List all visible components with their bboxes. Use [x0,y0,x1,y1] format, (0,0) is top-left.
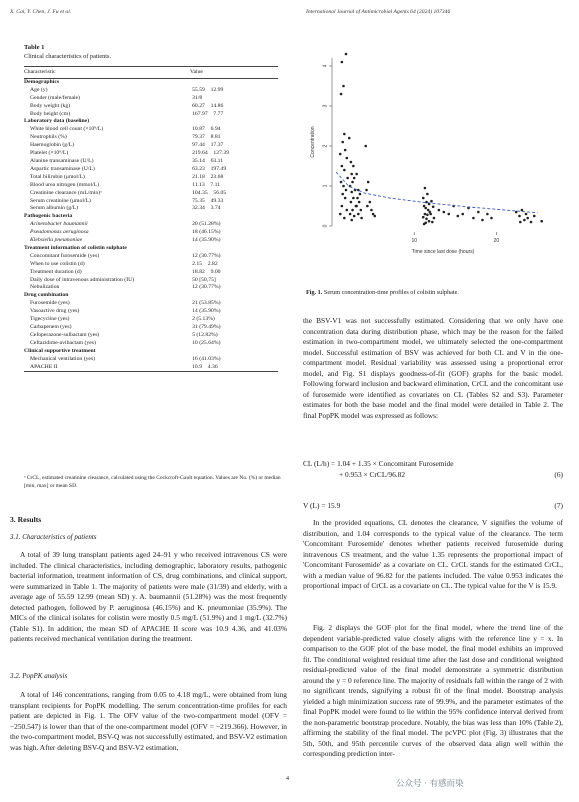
table-row [24,356,278,364]
data-point [352,197,355,200]
data-point [370,209,373,212]
y-ticks [322,64,332,227]
table-row [24,316,278,324]
data-point [526,217,529,220]
data-point [424,187,427,190]
figure-1-scatter-plot [304,42,560,274]
data-point [350,219,353,222]
data-point [342,185,345,188]
data-point [438,209,441,212]
data-point [351,209,354,212]
data-point [344,197,347,200]
data-point [345,53,348,56]
table-cell-value: 20 (51.28%) [192,221,221,228]
table-cell-value: 2.15 2.82 [192,260,218,267]
table-cell-value [190,245,278,253]
table-cell-value: 55.59 12.99 [192,86,224,93]
data-point [348,137,351,140]
data-point [486,213,489,216]
table-row [24,158,278,166]
data-point [366,205,369,208]
clinical-characteristics-table [24,66,278,372]
data-point [447,213,450,216]
data-point [428,220,431,223]
model-selection-paragraph: the BSV-V1 was not successfully estimated. Considering that we only have one concentration data during distribution phase, which may be the reason for the failed estimation in two-compartment model, we ultimately selected the one-compartment model. Successful estimation of BSV was achieved for both CL and V in the one-compartment model. Residual variability was assessed using a proportional error model, and Fig. S1 displays goodness-of-fit (GOF) graphs for the basic model. Following forward inclusion and backward elimination, CrCL and the concomitant use of furosemide were identified as covariates on CL (Tables S2 and S3). Parameter estimates for both the base model and the final model were detailed in Table 2. The final PopPK model was expressed as follows: [303,316,563,420]
table-cell-value: 2 (5.13%) [192,316,215,323]
table-row [24,150,278,158]
data-point [343,169,346,172]
table-section-row [24,292,278,300]
equation-6-number: (6) [554,469,563,479]
data-point [457,215,460,218]
table-cell-label: Acinetobacter baumannii [30,221,88,228]
table-row [24,126,278,134]
table-row [24,174,278,182]
table-cell-label: Furosemide (yes) [30,300,70,307]
table-row [24,277,278,285]
data-point [461,213,464,216]
equation-explanation-paragraph: In the provided equations, CL denotes the clearance, V signifies the volume of distribution, and 1.04 corresponds to the typical value of the clearance. The term 'Concomitant Furosemide' denotes whether patients received furosemide during intravenous CS treatment, and the value 1.35 represents the proportional impact of 'Concomitant Furosemide' as a covariate on CL. CrCL stands for the estimated CrCL, with a median value of 96.82 for the patients included. The value 0.953 indicates the proportional impact of CrCL as a covariate on CL. The typical value for the V is 15.9. [303,518,563,590]
table-cell-label: Pathogenic bacteria [24,213,73,220]
table-section-row [24,348,278,356]
data-point [472,217,475,220]
table-cell-value: 10.87 6.94 [192,126,221,133]
poppk-paragraph: A total of 146 concentrations, ranging from 0.05 to 4.18 mg/L, were obtained from lung transplant recipients for PopPK modelling. The serum concentration-time profiles for each patient are depicted in Fig. 1. The OFV value of the two-compartment model (OFV = −250.547) is lower than that of the one-compartment model (OFV = −219.366). However, in the two-compartment model, BSV-Q was not successfully estimated, and BSV-V2 estimation was high. After deleting BSV-Q and BSV-V2 estimation, [10,690,287,752]
table-cell-value: 21 (53.85%) [192,300,221,307]
figure-caption-text: Serum concentration-time profiles of colistin sulphate. [323,289,459,296]
table-cell-label: Neutrophils (%) [30,134,67,141]
data-point [422,197,425,200]
data-point [477,211,480,214]
subsection-heading-characteristics: 3.1. Characteristics of patients [10,533,97,541]
table-cell-label: Creatinine clearance (mL/min)ᵃ [30,189,102,196]
data-point [346,209,349,212]
table-caption: Clinical characteristics of patients. [24,53,112,60]
table-row [24,237,278,245]
x-axis-label: Time since last dose (hours) [411,249,475,255]
table-row [24,142,278,150]
running-header-authors: X. Cai, Y. Chen, J. Fu et al. [10,9,72,15]
table-cell-label: Vasoactive drug (yes) [30,308,80,315]
data-point [490,217,493,220]
table-cell-value [190,118,278,126]
table-section-row [24,213,278,221]
table-cell-value: 60.27 14.86 [192,102,224,109]
data-point [515,211,518,214]
data-point [341,61,344,64]
equation-6-line-1: CL (L/h) = 1.04 + 1.35 × Concomitant Furosemide [303,459,454,468]
data-point [350,173,353,176]
table-row [24,300,278,308]
table-cell-value: 63.23 197.49 [192,165,227,172]
table-cell-value: 14 (35.90%) [192,308,221,315]
table-cell-value: 97.44 17.37 [192,142,224,149]
table-cell-value: 104.35 56.05 [192,189,227,196]
figure-1-svg [304,42,560,274]
data-point [525,213,528,216]
table-cell-value: 32.34 3.74 [192,205,221,212]
table-cell-label: Demographics [24,78,60,85]
data-point [350,201,353,204]
table-cell-label: Serum creatinine (μmol/L) [30,197,91,204]
table-cell-label: Body height (cm) [30,110,71,117]
data-point [344,149,347,152]
table-cell-value: 10.9 4.36 [192,363,218,370]
data-point [346,177,349,180]
table-row [24,205,278,213]
table-cell-label: Total bilirubin (μmol/L) [30,173,85,180]
table-body [24,79,278,372]
table-row [24,308,278,316]
table-cell-label: Daily dose of intravenous administration (IU) [30,276,135,283]
data-point [343,217,346,220]
table-footnote: ᵃ CrCL, estimated creatinine clearance, calculated using the Cockcroft-Gault equation. Values are No. (%) or median [min, max] or mean SD. [24,475,281,489]
table-cell-label: Haemoglobin (g/L) [30,142,75,149]
x-tick-label: 20 [493,238,500,244]
data-point [533,215,536,218]
results-heading: 3. Results [10,515,42,524]
table-cell-label: Alanine transaminase (U/L) [30,157,94,164]
figure-caption-label: Fig. 1. [306,289,323,296]
table-cell-value: 219.64 127.39 [192,150,230,157]
data-point [431,221,434,224]
table-cell-label: APACHE II [30,363,58,370]
table-cell-value: 167.97 7.77 [192,110,224,117]
data-point [422,216,425,219]
data-point [343,133,346,136]
data-point [427,209,430,212]
data-point [530,221,533,224]
table-cell-value [190,348,278,356]
equation-7-number: (7) [554,501,563,510]
table-cell-label: Cefoperazone-sulbactam (yes) [30,331,100,338]
data-point [350,161,353,164]
table-section-row [24,118,278,126]
data-point [359,193,362,196]
table-title: Table 1 [24,44,45,51]
table-row [24,269,278,277]
data-point [340,181,343,184]
table-cell-label: White blood cell count (×10⁹/L) [30,126,104,133]
table-cell-label: Concomitant furosemide (yes) [30,252,100,259]
table-cell-label: Tigecycline (yes) [30,316,70,323]
data-point [430,200,433,203]
table-cell-value: 10 (25.64%) [192,339,221,346]
table-row [24,190,278,198]
equation-7-text: V (L) = 15.9 [303,501,341,510]
data-point [349,213,352,216]
table-row [24,182,278,190]
table-row [24,87,278,95]
data-point [356,197,359,200]
data-point [341,193,344,196]
watermark: 公众号 · 有感而染 [396,779,464,789]
table-cell-value [190,79,278,87]
table-cell-label: Nebulization [30,284,60,291]
equation-6 [303,459,563,480]
y-axis-label: Concentration [310,126,316,158]
data-points [339,53,543,226]
table-cell-label: Blood urea nitrogen (mmol/L) [30,181,100,188]
y-tick-label: 3 [322,104,329,108]
table-section-row [24,245,278,253]
data-point [341,165,344,168]
data-point [342,85,345,88]
data-point [339,213,342,216]
x-tick-label: 10 [411,238,418,244]
data-point [365,189,368,192]
table-cell-label: Body weight (kg) [30,102,71,109]
data-point [425,201,428,204]
table-row [24,103,278,111]
table-cell-value: 31 (79.49%) [192,324,221,330]
data-point [429,213,432,216]
data-point [519,221,522,224]
data-point [423,205,426,208]
data-point [423,223,426,226]
data-point [481,219,484,222]
table-row [24,221,278,229]
table-cell-value: 5 (12.82%) [192,331,218,338]
table-cell-value: 21.18 23.68 [192,173,224,180]
equation-6-line-2: + 0.953 × CrCL/96.82 [339,469,406,479]
table-row [24,198,278,206]
table-cell-value: 14 (35.90%) [192,237,221,244]
figure-1-caption [306,289,459,296]
data-point [340,93,343,96]
data-point [352,165,355,168]
subsection-heading-poppk: 3.2. PopPK analysis [10,672,68,680]
table-row [24,134,278,142]
table-cell-value: 18 (46.15%) [192,229,221,236]
data-point [540,220,543,223]
table-cell-label: Pseudomonas aeruginosa [30,229,89,236]
data-point [426,193,429,196]
table-row [24,284,278,292]
table-cell-label: Klebsiella pneumoniae [30,237,83,244]
data-point [369,201,372,204]
data-point [341,205,344,208]
table-cell-label: Gender (male/female) [30,94,81,101]
y-tick-label: 4 [322,64,329,68]
data-point [357,213,360,216]
table-cell-label: Mechanical ventilation (yes) [30,355,96,362]
page-number: 4 [286,776,289,782]
data-point [364,145,367,148]
data-point [433,217,436,220]
table-cell-value: 18.82 9.00 [192,268,221,275]
data-point [443,211,446,214]
data-point [523,219,526,222]
table-cell-value: 16 (41.03%) [192,355,221,362]
data-point [355,205,358,208]
table-cell-label: Drug combination [24,292,69,299]
data-point [360,217,363,220]
equation-7 [303,501,563,512]
table-bottom-rule [24,371,278,372]
data-point [367,181,370,184]
table-cell-label: Age (y) [30,86,48,93]
table-header-value: Value [190,69,203,75]
y-tick-label: 1 [322,184,329,188]
data-point [372,213,375,216]
data-point [359,209,362,212]
table-row [24,332,278,340]
data-point [432,206,435,209]
table-row [24,229,278,237]
table-row [24,111,278,119]
table-cell-label: Treatment duration (d) [30,268,82,275]
data-point [350,191,353,194]
table-cell-value: 75.35 49.33 [192,197,224,204]
running-header-journal: International Journal of Antimicrobial Agents 64 (2024) 107346 [306,9,451,15]
data-point [341,141,344,144]
table-cell-value: 50 [50,75] [192,276,216,283]
characteristics-paragraph: A total of 39 lung transplant patients aged 24–91 y who received intravenous CS were included. The clinical characteristics, including demographic, laboratory results, pathogenic bacterial information, treatment information of CS, drug combinations, and clinical support, were summarized in Table 1. The majority of patients were male (31/39) and elderly, with a average age of 55.59 12.99 (mean SD) y. A. baumannii (51.28%) was the most frequently detected pathogen, followed by P. aeruginosa (46.15%) and K. pneumoniae (35.9%). The MICs of the clinical isolates for colistin were mostly 0.5 mg/L (51.9%) and 1 mg/L (32.7%) (Table S1). In addition, the mean SD of APACHE II score was 10.9 4.36, and 41.03% patients received mechanical ventilation during the treatment. [10,550,287,643]
table-cell-label: Treatment information of colistin sulphate [24,244,127,251]
data-point [424,207,427,210]
data-point [424,213,427,216]
table-row [24,253,278,261]
table-row [24,340,278,348]
gof-paragraph: Fig. 2 displays the GOF plot for the final model, where the trend line of the dependent variable-predicted value closely aligns with the reference line y = x. In comparison to the GOF plot of the base model, the final model exhibits an improved fit. The conditional weighted residual time after the last dose and conditional weighted residual-predicted value of the final model demonstrate a symmetric distribution around the y = 0 reference line. The majority of residuals fall within the range of 2 with no significant trends, signifying a robust fit of the final model. Bootstrap analysis yielded a high minimization success rate of 99.9%, and the parameter estimates of the final PopPK model were found to lie within the 95% confidence interval derived from the non-parametric bootstrap procedure. Notably, the bias was less than 10% (Table 2), affirming the stability of the final model. The pcVPC plot (Fig. 3) illustrates that the 5th, 50th, and 95th percentile curves of the observed data align well within the corresponding prediction inter- [303,623,563,758]
table-cell-label: When to use colistin (d) [30,260,85,267]
data-point [373,215,376,218]
table-cell-value: 12 (30.77%) [192,284,221,291]
table-cell-value: 31/8 [192,94,203,101]
data-point [358,201,361,204]
data-point [518,215,521,218]
y-tick-label: 0 [322,224,329,228]
table-cell-label: Serum albumin (g/L) [30,205,79,212]
data-point [353,177,356,180]
x-ticks [411,232,499,244]
table-cell-value: 11.13 7.11 [192,181,221,188]
table-cell-label: Laboratory data (baseline) [24,118,90,125]
table-cell-label: Carbapenem (yes) [30,324,72,330]
table-cell-value: 12 (30.77%) [192,252,221,259]
table-cell-value: 35.14 63.11 [192,157,224,164]
table-header-row [24,67,278,78]
table-row [24,166,278,174]
table-cell-label: Ceftazidime-avibactam (yes) [30,339,96,346]
data-point [345,189,348,192]
data-point [353,215,356,218]
data-point [426,214,429,217]
table-row [24,324,278,332]
table-row [24,95,278,103]
data-point [346,157,349,160]
y-tick-label: 2 [322,144,329,148]
table-row [24,261,278,269]
table-cell-label: Platelet (×10⁹/L) [30,150,69,157]
data-point [425,218,428,221]
table-cell-label: Aspartic transaminase (U/L) [30,165,95,172]
table-cell-value: 79.37 8.81 [192,134,221,141]
data-point [339,153,342,156]
data-point [521,209,524,212]
data-point [355,173,358,176]
table-row [24,364,278,372]
data-point [351,181,354,184]
table-cell-label: Clinical supportive treatment [24,347,96,354]
table-section-row [24,79,278,87]
table-header-characteristic: Characteristic [24,69,56,75]
